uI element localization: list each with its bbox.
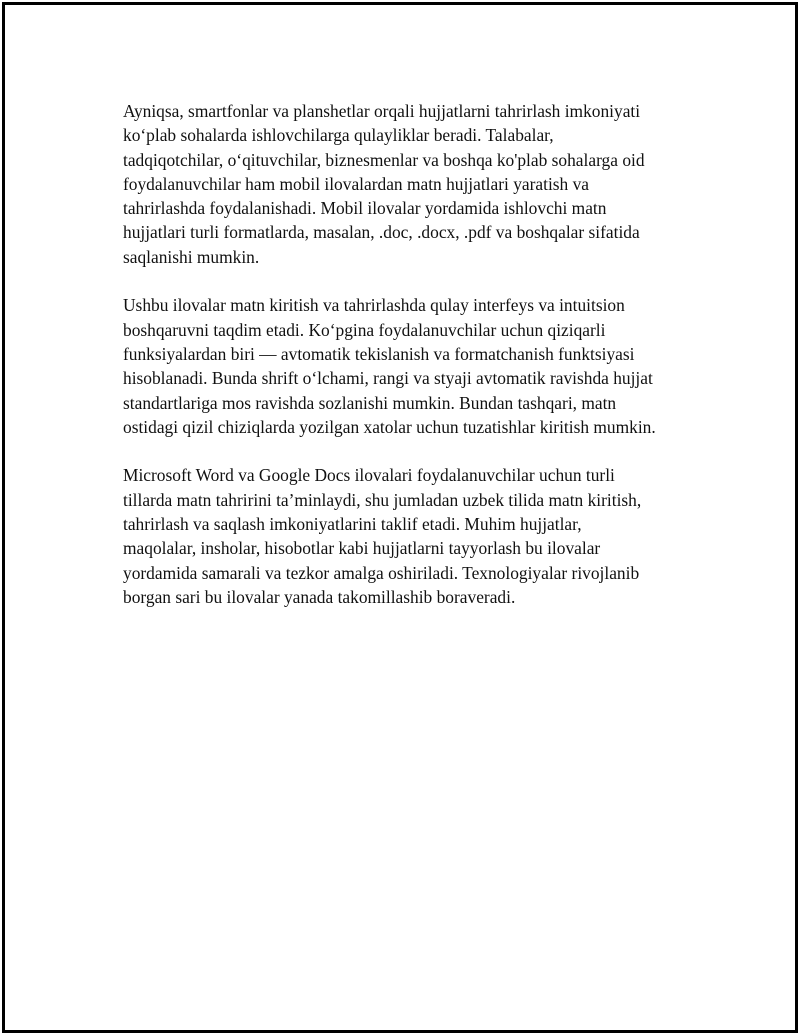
paragraph-line: tahrirlash va saqlash imkoniyatlarini taklif etadi. Muhim hujjatlar, <box>123 514 582 535</box>
paragraph-line: hisoblanadi. Bunda shrift o‘lchami, rangi va styaji avtomatik ravishda hujjat <box>123 368 653 389</box>
paragraph-line: saqlanishi mumkin. <box>123 246 260 267</box>
paragraph-line: ostidagi qizil chiziqlarda yozilgan xatolar uchun tuzatishlar kiritish mumkin. <box>123 416 656 437</box>
page-frame <box>2 2 798 1033</box>
paragraph-line: Ayniqsa, smartfonlar va planshetlar orqali hujjatlarni tahrirlash imkoniyati <box>123 101 641 121</box>
paragraph-line: hujjatlari turli formatlarda, masalan, .doc, .docx, .pdf va boshqalar sifatida <box>123 222 640 243</box>
paragraph-2 <box>123 293 703 439</box>
paragraph-line: ko‘plab sohalarda ishlovchilarga qulayliklar beradi. Talabalar, <box>123 125 554 146</box>
paragraph-line: standartlariga mos ravishda sozlanishi mumkin. Bundan tashqari, matn <box>123 392 617 413</box>
paragraph-line: tadqiqotchilar, o‘qituvchilar, biznesmenlar va boshqa ko'plab sohalarga oid <box>123 149 645 170</box>
paragraph-line: boshqaruvni taqdim etadi. Ko‘pgina foydalanuvchilar uchun qiziqarli <box>123 319 606 340</box>
paragraph-line: funksiyalardan biri — avtomatik tekislanish va formatchanish funktsiyasi <box>123 343 635 364</box>
paragraph-line: yordamida samarali va tezkor amalga oshiriladi. Texnologiyalar rivojlanib <box>123 562 640 583</box>
document-body <box>123 99 703 634</box>
paragraph-line: Microsoft Word va Google Docs ilovalari foydalanuvchilar uchun turli <box>123 465 615 486</box>
paragraph-3 <box>123 463 703 609</box>
paragraph-line: borgan sari bu ilovalar yanada takomillashib boraveradi. <box>123 586 516 607</box>
paragraph-line: foydalanuvchilar ham mobil ilovalardan matn hujjatlari yaratish va <box>123 173 590 194</box>
paragraph-line: tillarda matn tahririni ta’minlaydi, shu jumladan uzbek tilida matn kiritish, <box>123 489 642 510</box>
paragraph-line: maqolalar, insholar, hisobotlar kabi hujjatlarni tayyorlash bu ilovalar <box>123 538 601 559</box>
paragraph-line: Ushbu ilovalar matn kiritish va tahrirlashda qulay interfeys va intuitsion <box>123 295 625 316</box>
paragraph-line: tahrirlashda foydalanishadi. Mobil ilovalar yordamida ishlovchi matn <box>123 198 607 219</box>
paragraph-1 <box>123 99 703 269</box>
